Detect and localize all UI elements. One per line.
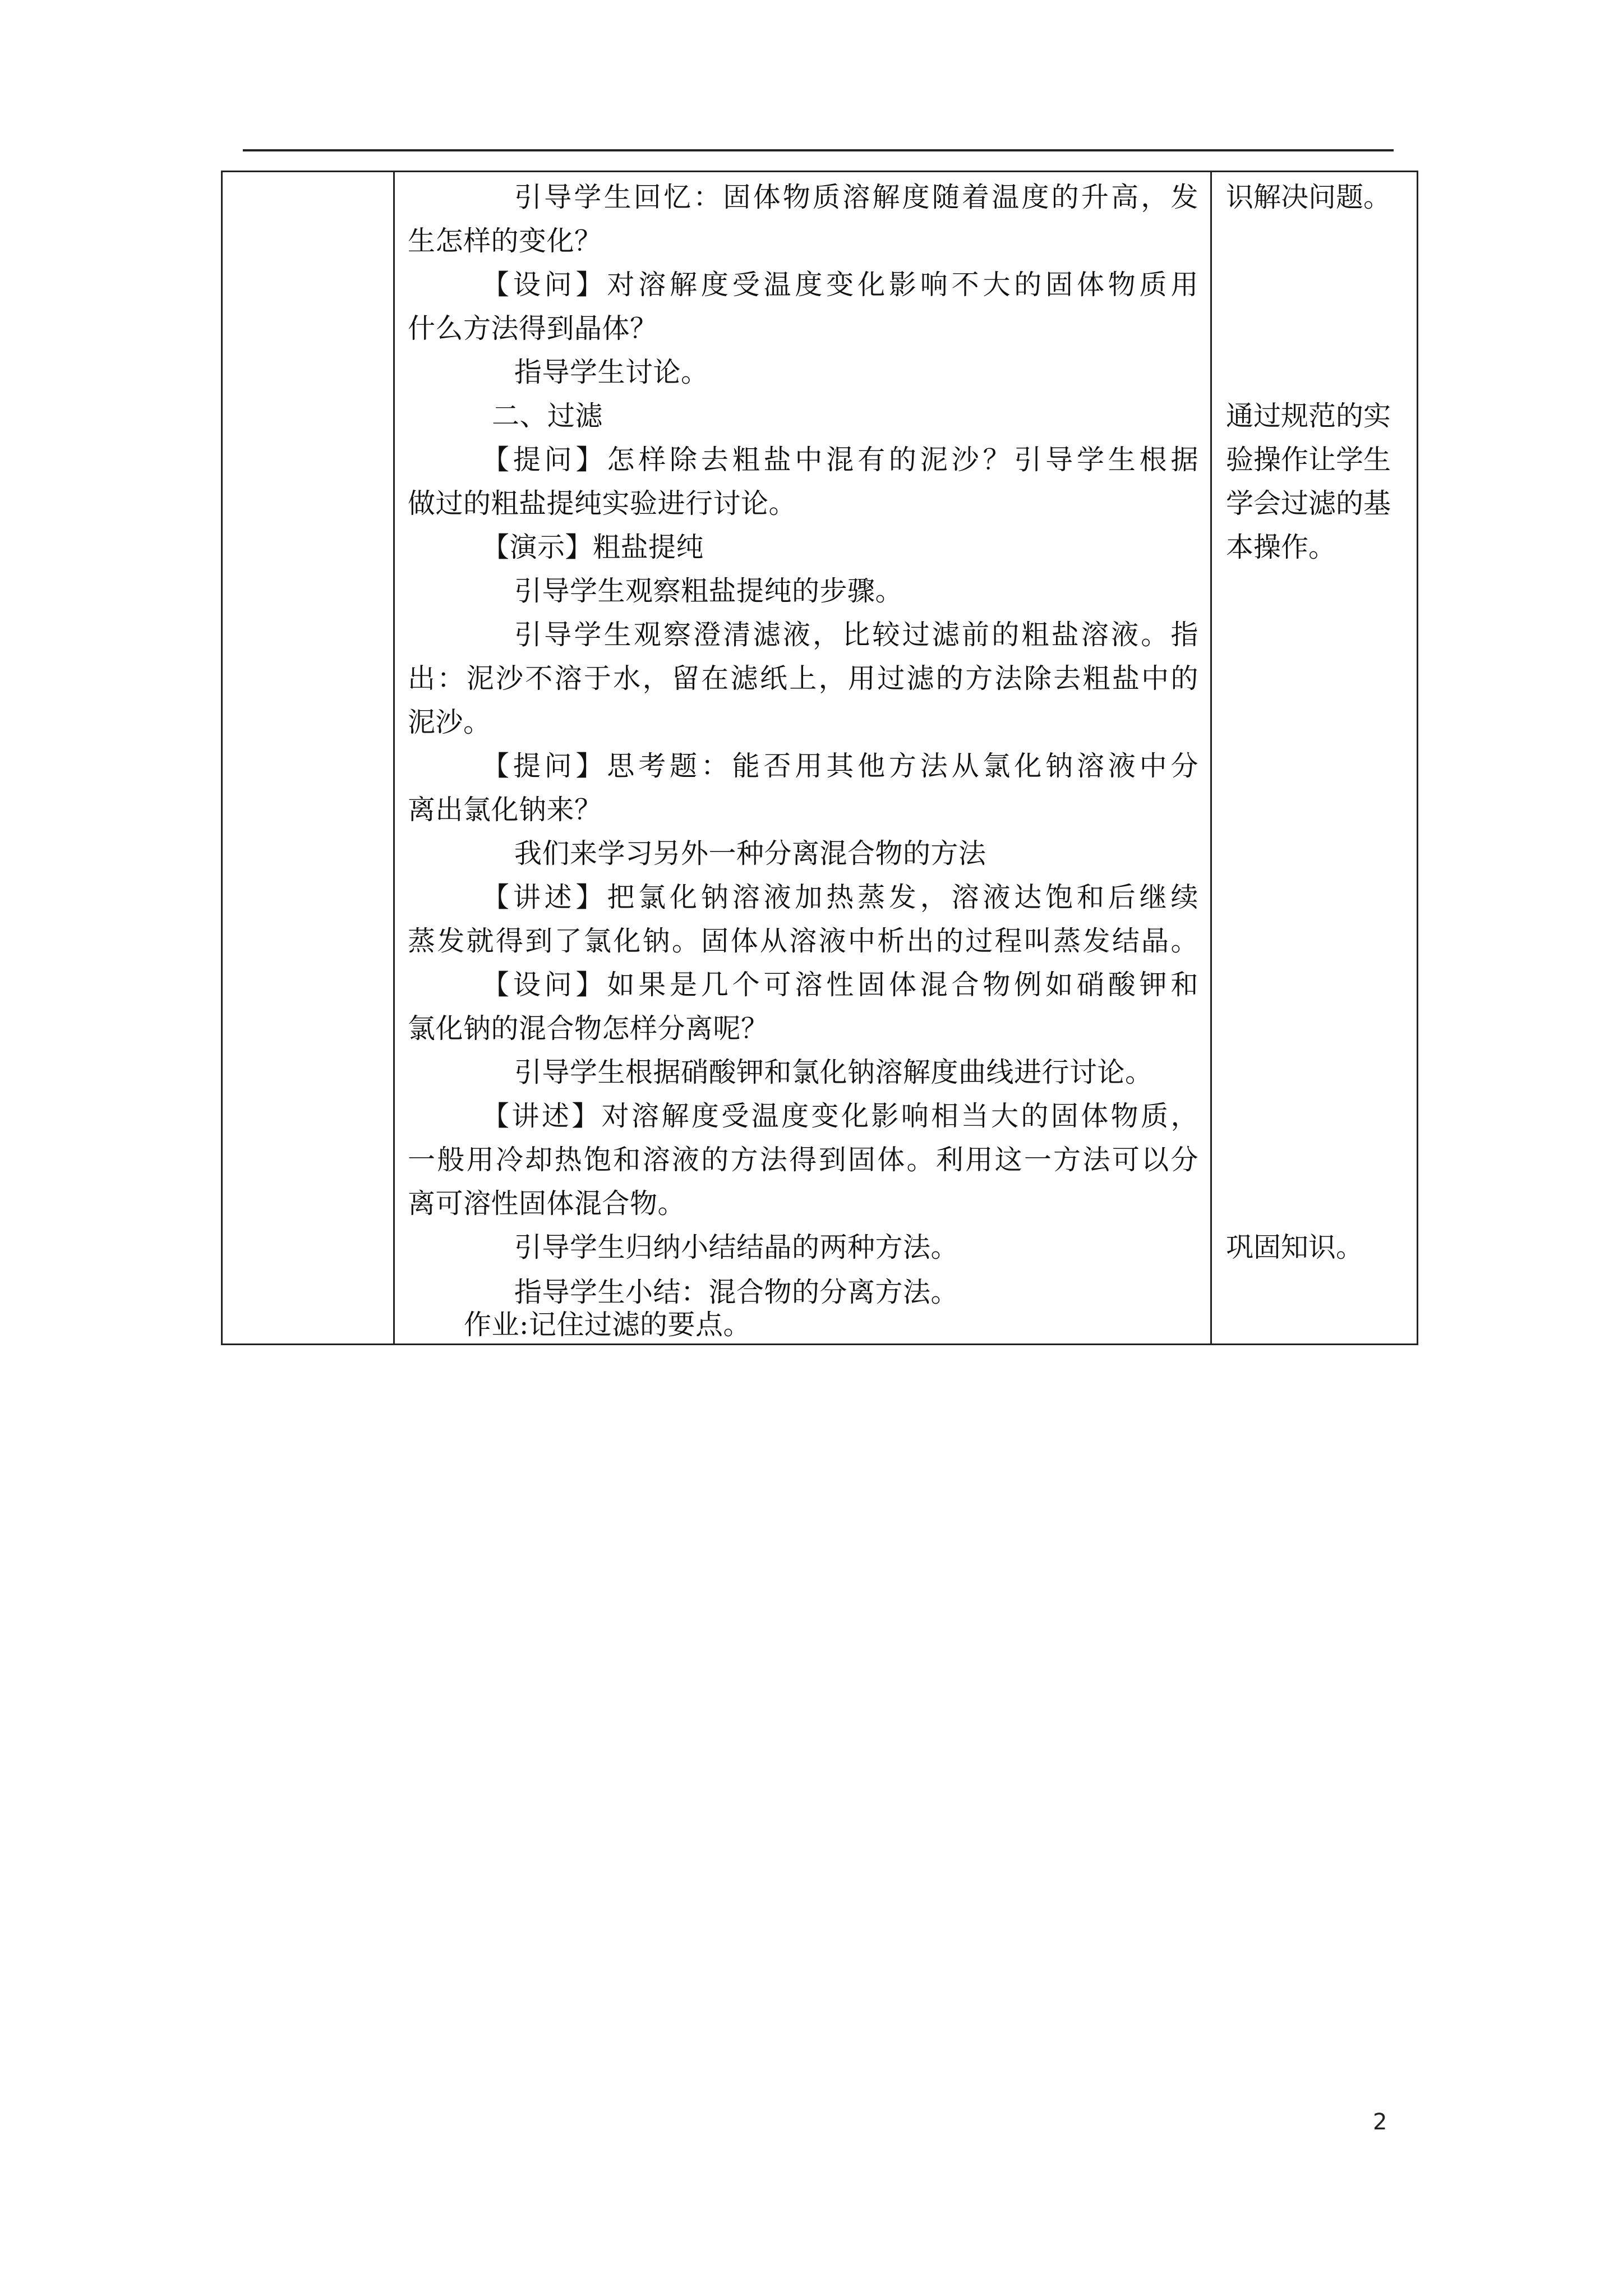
page-number: 2: [1373, 2109, 1387, 2135]
note-line: 识解决问题。: [1226, 181, 1391, 213]
lesson-line: 引导学生根据硝酸钾和氯化钠溶解度曲线进行讨论。: [514, 1056, 1153, 1088]
lesson-line: 引导学生观察澄清滤液，比较过滤前的粗盐溶液。指: [514, 619, 1198, 651]
lesson-line: 离可溶性固体混合物。: [408, 1188, 686, 1220]
lesson-line: 【讲述】把氯化钠溶液加热蒸发，溶液达饱和后继续: [482, 881, 1198, 913]
lesson-line: 生怎样的变化？: [408, 225, 602, 257]
lesson-line: 【设问】对溶解度受温度变化影响不大的固体物质用: [482, 269, 1198, 301]
lesson-line: 【设问】如果是几个可溶性固体混合物例如硝酸钾和: [482, 969, 1198, 1001]
lesson-line: 我们来学习另外一种分离混合物的方法: [514, 838, 986, 869]
column-divider-left: [393, 172, 395, 1343]
homework-line: 作业:记住过滤的要点。: [464, 1309, 751, 1341]
note-line: 本操作。: [1226, 531, 1336, 563]
lesson-line: 氯化钠的混合物怎样分离呢？: [408, 1013, 769, 1045]
lesson-line: 指导学生小结：混合物的分离方法。: [514, 1276, 959, 1308]
note-line: 通过规范的实: [1226, 400, 1391, 432]
header-rule: [243, 149, 1394, 151]
lesson-line: 蒸发就得到了氯化钠。固体从溶液中析出的过程叫蒸发结晶。: [408, 925, 1198, 957]
lesson-line: 【提问】怎样除去粗盐中混有的泥沙？引导学生根据: [482, 444, 1198, 476]
lesson-line: 【演示】粗盐提纯: [482, 531, 704, 563]
note-line: 验操作让学生: [1226, 444, 1391, 476]
column-divider-right: [1210, 172, 1212, 1343]
lesson-line: 泥沙。: [408, 706, 491, 738]
lesson-line: 离出氯化钠来？: [408, 794, 602, 826]
note-line: 巩固知识。: [1226, 1231, 1364, 1263]
lesson-line: 【提问】思考题：能否用其他方法从氯化钠溶液中分: [482, 750, 1198, 782]
lesson-line: 指导学生讨论。: [514, 356, 709, 388]
lesson-table: [221, 171, 1418, 1345]
lesson-line: 一般用冷却热饱和溶液的方法得到固体。利用这一方法可以分: [408, 1144, 1198, 1176]
lesson-line: 引导学生观察粗盐提纯的步骤。: [514, 575, 903, 607]
note-line: 学会过滤的基: [1226, 487, 1391, 519]
section-heading: 二、过滤: [492, 400, 603, 432]
lesson-line: 【讲述】对溶解度受温度变化影响相当大的固体物质，: [482, 1100, 1198, 1132]
lesson-line: 做过的粗盐提纯实验进行讨论。: [408, 487, 797, 519]
lesson-line: 什么方法得到晶体？: [408, 312, 658, 344]
lesson-line: 出：泥沙不溶于水，留在滤纸上，用过滤的方法除去粗盐中的: [408, 662, 1198, 694]
lesson-line: 引导学生归纳小结结晶的两种方法。: [514, 1231, 959, 1263]
lesson-line: 引导学生回忆：固体物质溶解度随着温度的升高，发: [514, 181, 1198, 213]
